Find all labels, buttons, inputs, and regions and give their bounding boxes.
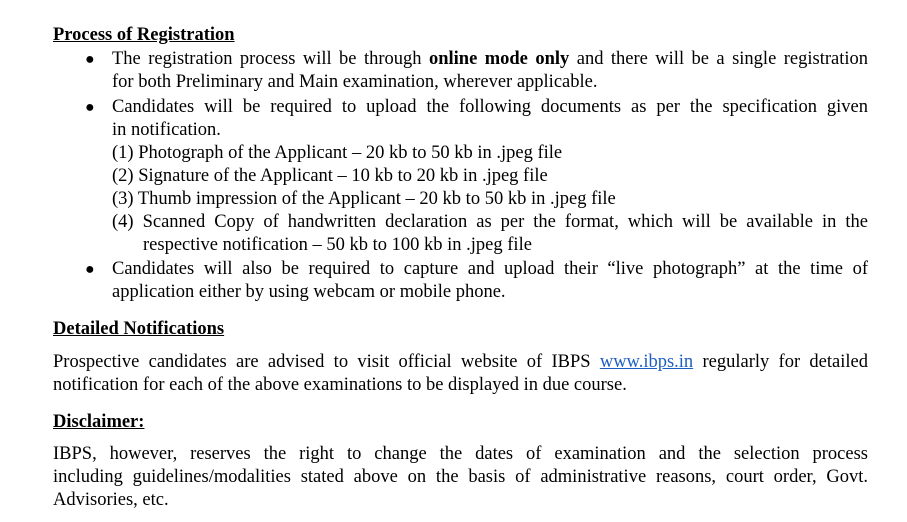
disclaimer-heading: Disclaimer: — [53, 412, 145, 432]
bullet-line: The registration process will be through online mode only and there will be a single registration — [112, 49, 868, 69]
notifications-paragraph — [53, 351, 868, 397]
document-item-thumb: (3) Thumb impression of the Applicant – 20 kb to 50 kb in .jpeg file — [112, 189, 616, 209]
paragraph-line: Prospective candidates are advised to visit official website of IBPS www.ibps.in regularly for detailed — [53, 352, 868, 372]
paragraph-line: notification for each of the above examinations to be displayed in due course. — [53, 375, 627, 395]
paragraph-line: including guidelines/modalities stated above on the basis of administrative reasons, court order, Govt. — [53, 467, 868, 487]
bullet-icon: ● — [85, 99, 95, 116]
bullet-icon: ● — [85, 261, 95, 278]
paragraph-line: Advisories, etc. — [53, 490, 169, 510]
disclaimer-paragraph — [53, 443, 868, 512]
bullet-line: in notification. — [112, 120, 221, 140]
bullet-line: for both Preliminary and Main examination, wherever applicable. — [112, 72, 598, 92]
notifications-heading: Detailed Notifications — [53, 319, 225, 339]
bullet-line: Candidates will be required to upload the following documents as per the specification given — [112, 97, 868, 117]
bullet-line: Candidates will also be required to capture and upload their “live photograph” at the time of — [112, 259, 868, 279]
bullet-icon: ● — [85, 51, 95, 68]
registration-heading: Process of Registration — [53, 25, 235, 45]
document-item-photograph: (1) Photograph of the Applicant – 20 kb to 50 kb in .jpeg file — [112, 143, 563, 163]
bullet-line: application either by using webcam or mobile phone. — [112, 282, 506, 302]
ibps-website-link[interactable]: www.ibps.in — [599, 352, 694, 372]
document-item-declaration: (4) Scanned Copy of handwritten declaration as per the format, which will be available in the — [112, 212, 868, 232]
document-item-signature: (2) Signature of the Applicant – 10 kb to 20 kb in .jpeg file — [112, 166, 548, 186]
bullet-registration-mode — [112, 48, 868, 94]
paragraph-line: IBPS, however, reserves the right to change the dates of examination and the selection process — [53, 444, 868, 464]
bullet-live-photo — [112, 258, 868, 304]
bullet-documents — [112, 96, 868, 142]
online-mode-emphasis: online mode only — [428, 49, 570, 69]
document-item-declaration-cont: respective notification – 50 kb to 100 kb in .jpeg file — [143, 235, 532, 255]
